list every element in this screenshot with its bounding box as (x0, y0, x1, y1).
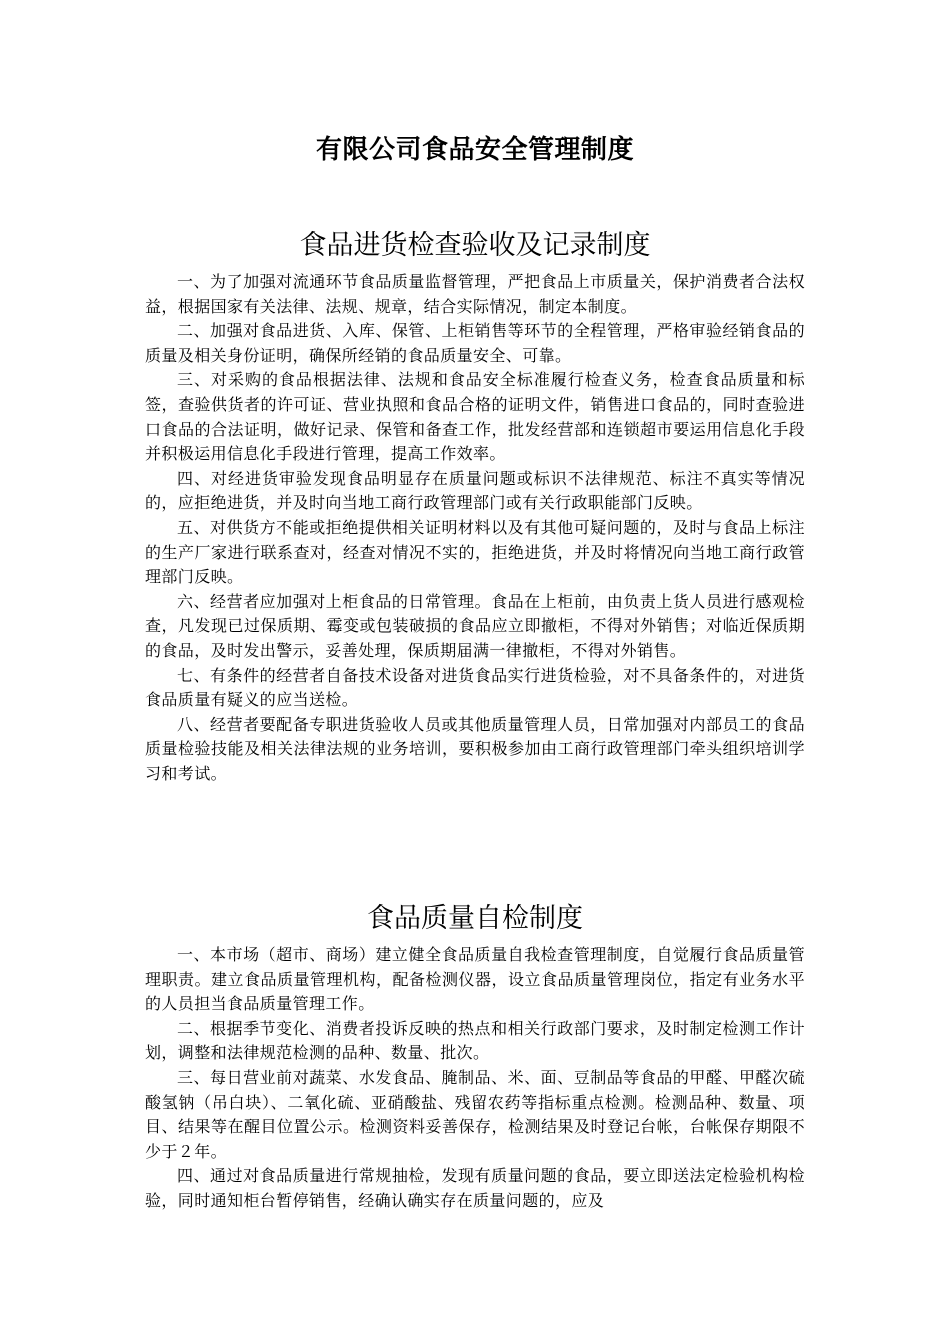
paragraph: 七、有条件的经营者自备技术设备对进货食品实行进货检验，对不具备条件的，对进货食品质量有疑义的应当送检。 (145, 665, 805, 710)
document-title: 有限公司食品安全管理制度 (315, 135, 634, 165)
paragraph: 二、根据季节变化、消费者投诉反映的热点和相关行政部门要求，及时制定检测工作计划，调整和法律规范检测的品种、数量、批次。 (145, 1018, 805, 1063)
paragraph: 三、每日营业前对蔬菜、水发食品、腌制品、米、面、豆制品等食品的甲醛、甲醛次硫酸氢钠（吊白块）、二氧化硫、亚硝酸盐、残留农药等指标重点检测。检测品种、数量、项目、结果等在醒目位置公示。检测资料妥善保存，检测结果及时登记台帐，台帐保存期限不少于２年。 (145, 1067, 805, 1161)
paragraph: 一、为了加强对流通环节食品质量监督管理，严把食品上市质量关，保护消费者合法权益，根据国家有关法律、法规、规章，结合实际情况，制定本制度。 (145, 272, 805, 316)
paragraph: 四、通过对食品质量进行常规抽检，发现有质量问题的食品，要立即送法定检验机构检验，同时通知柜台暂停销售，经确认确实存在质量问题的，应及 (145, 1166, 805, 1210)
paragraph: 三、对采购的食品根据法律、法规和食品安全标准履行检查义务，检查食品质量和标签，查验供货者的许可证、营业执照和食品合格的证明文件，销售进口食品的，同时查验进口食品的合法证明，做好记录、保管和备查工作，批发经营部和连锁超市要运用信息化手段并积极运用信息化手段进行管理，提高工作效率。 (145, 370, 805, 464)
paragraph: 一、本市场（超市、商场）建立健全食品质量自我检查管理制度，自觉履行食品质量管理职责。建立食品质量管理机构，配备检测仪器，设立食品质量管理岗位，指定有业务水平的人员担当食品质量管理工作。 (145, 945, 805, 1014)
section-heading-quality-self-inspection: 食品质量自检制度 (367, 903, 583, 934)
paragraph: 四、对经进货审验发现食品明显存在质量问题或标识不法律规范、标注不真实等情况的，应拒绝进货，并及时向当地工商行政管理部门或有关行政职能部门反映。 (145, 468, 805, 513)
paragraph: 六、经营者应加强对上柜食品的日常管理。食品在上柜前，由负责上货人员进行感观检查，凡发现已过保质期、霉变或包装破损的食品应立即撤柜，不得对外销售；对临近保质期的食品，及时发出警示，妥善处理，保质期届满一律撤柜，不得对外销售。 (145, 591, 805, 660)
section-body-receiving-inspection (145, 270, 805, 786)
section-heading-receiving-inspection: 食品进货检查验收及记录制度 (299, 230, 651, 261)
paragraph: 二、加强对食品进货、入库、保管、上柜销售等环节的全程管理，严格审验经销食品的质量及相关身份证明，确保所经销的食品质量安全、可靠。 (145, 321, 805, 365)
paragraph: 八、经营者要配备专职进货验收人员或其他质量管理人员，日常加强对内部员工的食品质量检验技能及相关法律法规的业务培训，要积极参加由工商行政管理部门牵头组织培训学习和考试。 (145, 714, 805, 783)
paragraph: 五、对供货方不能或拒绝提供相关证明材料以及有其他可疑问题的，及时与食品上标注的生产厂家进行联系查对，经查对情况不实的，拒绝进货，并及时将情况向当地工商行政管理部门反映。 (145, 517, 805, 587)
section-body-quality-self-inspection (145, 943, 805, 1214)
